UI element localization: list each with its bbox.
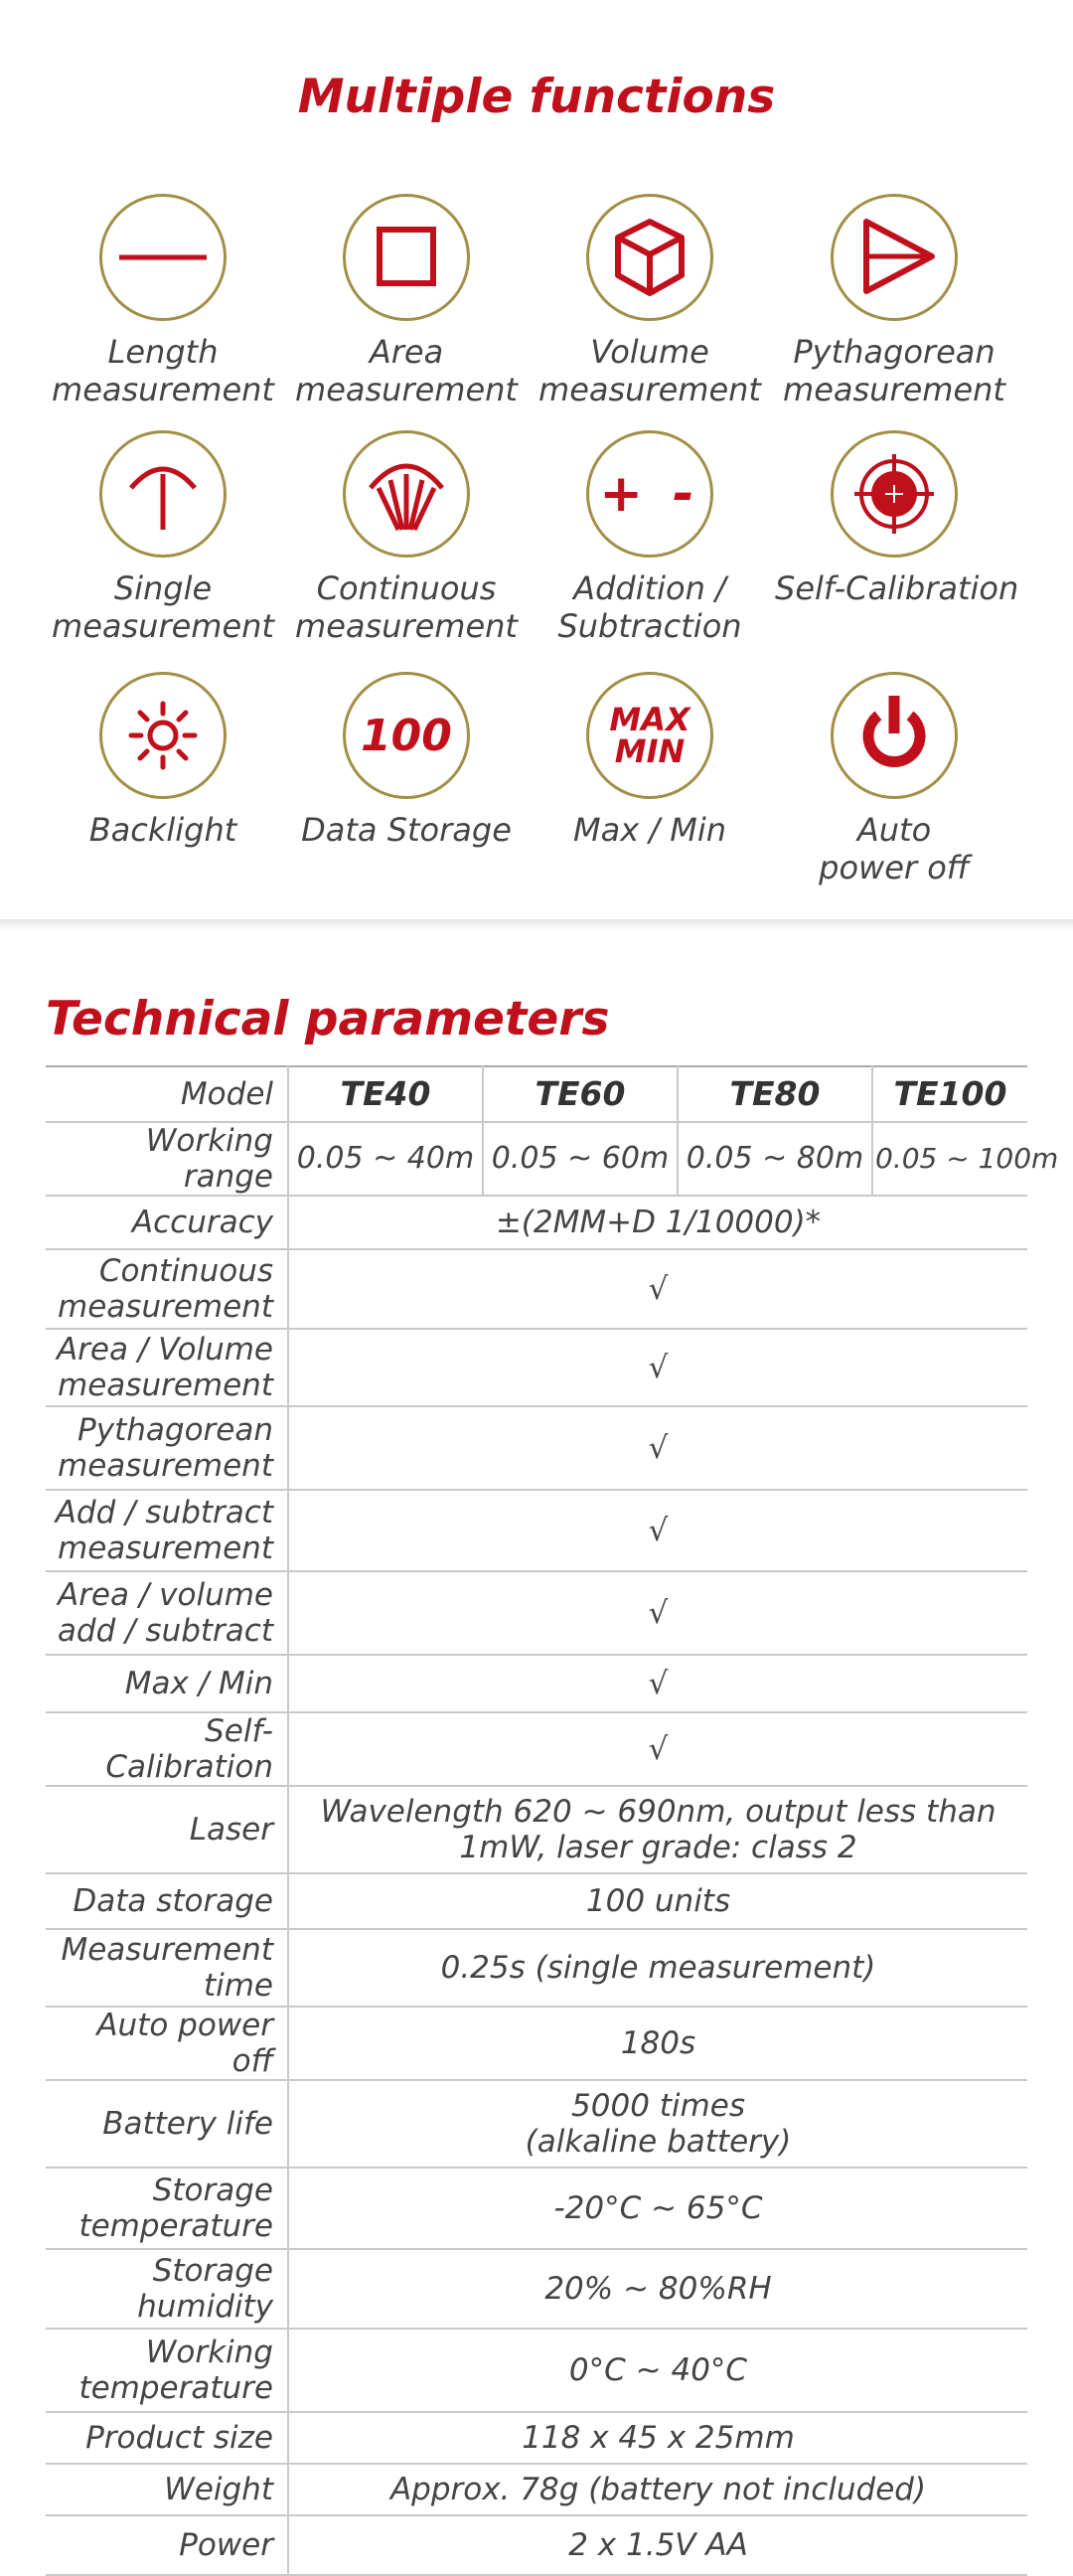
spec-row — [46, 2168, 1027, 2249]
function-self-calibration — [775, 430, 1019, 607]
spec-label — [46, 1329, 288, 1406]
spec-label — [46, 2007, 288, 2080]
spec-label-line: time — [203, 1968, 273, 2004]
square-icon — [343, 194, 470, 321]
function-label: Single — [113, 569, 213, 607]
spec-value — [288, 2329, 1027, 2412]
spec-label-line: temperature — [78, 2208, 273, 2244]
spec-value — [288, 1490, 1027, 1571]
spec-label-line: Product size — [85, 2420, 273, 2456]
function-area — [287, 194, 526, 408]
spec-row — [46, 1873, 1027, 1929]
spec-value-line: Approx. 78g (battery not included) — [389, 2472, 927, 2507]
spec-label-line: measurement — [58, 1289, 273, 1325]
spec-value-line: √ — [648, 1731, 669, 1767]
spec-value-line: (alkaline battery) — [525, 2124, 792, 2160]
spec-value-line: 5000 times — [571, 2088, 745, 2124]
spec-row — [46, 1249, 1027, 1329]
spec-value — [288, 2168, 1027, 2249]
functions-title: Multiple functions — [297, 70, 776, 124]
spec-value — [288, 1571, 1027, 1655]
spec-value-line: √ — [648, 1513, 669, 1548]
spec-label — [46, 2168, 288, 2249]
spec-value-line: Wavelength 620 ~ 690nm, output less than — [320, 1794, 996, 1830]
spec-label — [46, 1571, 288, 1655]
function-label: Length — [107, 333, 219, 371]
spec-row — [46, 1712, 1027, 1786]
function-label: measurement — [295, 607, 518, 645]
spec-value — [288, 1712, 1027, 1786]
spec-label — [46, 1655, 288, 1712]
spec-row — [46, 2080, 1027, 2168]
spec-value-line: 118 x 45 x 25mm — [522, 2420, 795, 2456]
spec-row — [46, 1571, 1027, 1655]
spec-value — [288, 1196, 1027, 1249]
spec-label-line: Battery life — [102, 2106, 273, 2142]
spec-label: Working range — [46, 1122, 288, 1196]
spec-row — [46, 1655, 1027, 1712]
spec-label-line: Pythagorean — [77, 1412, 273, 1448]
spec-value — [288, 1655, 1027, 1712]
spec-value-line: 1mW, laser grade: class 2 — [459, 1830, 857, 1865]
plus-minus-glyph: + - — [599, 464, 700, 524]
storage-icon — [343, 672, 470, 799]
spec-label — [46, 1786, 288, 1873]
spec-value — [288, 2464, 1027, 2515]
spec-row — [46, 1406, 1027, 1490]
spec-label-line: Add / subtract — [55, 1495, 273, 1530]
spec-value — [288, 2249, 1027, 2329]
spec-label-line: temperature — [78, 2370, 273, 2406]
spec-label — [46, 2412, 288, 2464]
function-volume — [531, 194, 769, 408]
function-data-storage — [287, 672, 526, 849]
spec-row — [46, 2329, 1027, 2412]
tech-title: Technical parameters — [46, 992, 610, 1046]
function-label: Auto — [856, 811, 932, 849]
spec-value — [288, 1929, 1027, 2007]
range-te80: 0.05 ~ 80m — [678, 1122, 872, 1196]
function-label: power off — [819, 849, 970, 886]
function-label: Subtraction — [557, 607, 742, 645]
power-icon — [831, 672, 958, 799]
spec-row-range — [46, 1122, 1027, 1196]
function-label: Backlight — [88, 811, 237, 849]
spec-value-line: 20% ~ 80%RH — [544, 2271, 772, 2307]
spec-value — [288, 1406, 1027, 1490]
spec-row — [46, 2515, 1027, 2575]
spec-value-line: 2 x 1.5V AA — [568, 2527, 748, 2563]
section-divider — [0, 919, 1073, 931]
model-te40: TE40 — [288, 1066, 483, 1122]
function-single — [44, 430, 282, 645]
function-label: measurement — [52, 607, 274, 645]
function-label: Pythagorean — [793, 333, 996, 371]
line-icon — [99, 194, 227, 321]
max-glyph: MAX — [609, 701, 690, 738]
function-label: Data Storage — [301, 811, 512, 849]
spec-row — [46, 1490, 1027, 1571]
spec-value-line: ±(2MM+D 1/10000)* — [495, 1205, 822, 1240]
spec-label — [46, 2329, 288, 2412]
spec-value-line: √ — [648, 1430, 669, 1466]
spec-label — [46, 1249, 288, 1329]
spec-label-line: Working — [145, 2334, 273, 2370]
spec-row — [46, 1929, 1027, 2007]
spec-rows — [46, 1196, 1027, 2575]
spec-label-line: Measurement — [61, 1932, 273, 1968]
triangle-icon — [831, 194, 958, 321]
spec-label — [46, 1490, 288, 1571]
spec-value-line: √ — [648, 1666, 669, 1701]
spec-row — [46, 2412, 1027, 2464]
spec-label — [46, 1196, 288, 1249]
function-add-subtract — [531, 430, 769, 645]
spec-value-line: √ — [648, 1595, 669, 1631]
model-te60: TE60 — [483, 1066, 678, 1122]
storage-glyph: 100 — [361, 710, 452, 761]
crosshair-icon — [831, 430, 958, 558]
spec-value — [288, 2412, 1027, 2464]
function-label: measurement — [783, 371, 1005, 408]
spec-label-line: Laser — [189, 1812, 273, 1848]
function-backlight — [44, 672, 282, 849]
spec-row — [46, 1329, 1027, 1406]
spec-label-line: Power — [179, 2527, 273, 2563]
function-length — [44, 194, 282, 408]
model-te100: TE100 — [872, 1066, 1027, 1122]
function-label: Volume — [590, 333, 709, 371]
min-glyph: MIN — [614, 732, 686, 770]
spec-label-line: Self-Calibration — [105, 1713, 273, 1785]
spec-label — [46, 1873, 288, 1929]
spec-label-line: Area / Volume — [56, 1332, 273, 1368]
function-label: measurement — [52, 371, 274, 408]
spec-label-line: Storage — [152, 2173, 273, 2208]
spec-label — [46, 2464, 288, 2515]
spec-value — [288, 2080, 1027, 2168]
spec-value-line: 0.25s (single measurement) — [440, 1950, 876, 1986]
spec-label — [46, 1406, 288, 1490]
spec-value — [288, 2007, 1027, 2080]
sun-icon — [99, 672, 227, 799]
spec-value — [288, 1786, 1027, 1873]
spec-label-line: Data storage — [73, 1883, 273, 1919]
spec-label-line: Auto power off — [96, 2008, 273, 2079]
spec-label-line: measurement — [58, 1530, 273, 1566]
function-label: Addition / — [573, 569, 726, 607]
specs-table — [46, 1065, 1059, 2576]
spec-label-line: Accuracy — [131, 1205, 273, 1240]
spec-value — [288, 1329, 1027, 1406]
spec-label: Model — [46, 1066, 288, 1122]
spec-label — [46, 2515, 288, 2575]
model-te80: TE80 — [678, 1066, 872, 1122]
spec-row — [46, 2464, 1027, 2515]
spec-value-line: 180s — [620, 2025, 696, 2061]
spec-label-line: humidity — [137, 2289, 273, 2325]
range-te100: 0.05 ~ 100m — [872, 1122, 1027, 1196]
spec-label — [46, 1929, 288, 2007]
functions-section — [0, 0, 1073, 924]
function-label: measurement — [538, 371, 761, 408]
spec-label-line: Area / volume — [57, 1577, 273, 1613]
multi-beam-icon — [343, 430, 470, 558]
range-te60: 0.05 ~ 60m — [483, 1122, 678, 1196]
spec-value-line: √ — [648, 1271, 669, 1307]
plus-minus-icon — [586, 430, 713, 558]
spec-label — [46, 2249, 288, 2329]
function-label: Max / Min — [572, 811, 727, 849]
spec-label-line: measurement — [58, 1368, 273, 1403]
spec-row — [46, 1786, 1027, 1873]
spec-row — [46, 2007, 1027, 2080]
function-label: Area — [369, 333, 444, 371]
spec-label-line: Storage — [152, 2253, 273, 2289]
spec-label-line: Continuous — [98, 1253, 273, 1289]
spec-label — [46, 1712, 288, 1786]
spec-label-line: measurement — [58, 1448, 273, 1484]
spec-row-model — [46, 1066, 1027, 1122]
function-label: Continuous — [316, 569, 497, 607]
spec-row — [46, 1196, 1027, 1249]
spec-value-line: 100 units — [585, 1883, 731, 1919]
spec-value — [288, 1249, 1027, 1329]
spec-label-line: Weight — [164, 2472, 273, 2507]
spec-label-line: add / subtract — [57, 1613, 273, 1649]
cube-icon — [586, 194, 713, 321]
spec-row — [46, 2249, 1027, 2329]
function-auto-power-off — [775, 672, 1013, 886]
function-label: Self-Calibration — [775, 569, 1019, 607]
spec-label — [46, 2080, 288, 2168]
spec-value-line: 0°C ~ 40°C — [568, 2352, 748, 2388]
single-beam-icon — [99, 430, 227, 558]
spec-value — [288, 1873, 1027, 1929]
function-label: measurement — [295, 371, 518, 408]
spec-label-line: Max / Min — [124, 1666, 273, 1701]
function-continuous — [287, 430, 526, 645]
max-min-icon — [586, 672, 713, 799]
spec-value-line: √ — [648, 1350, 669, 1385]
spec-value — [288, 2515, 1027, 2575]
function-max-min — [531, 672, 769, 849]
spec-value-line: -20°C ~ 65°C — [553, 2190, 763, 2226]
function-pythagorean — [775, 194, 1013, 408]
range-te40: 0.05 ~ 40m — [288, 1122, 483, 1196]
